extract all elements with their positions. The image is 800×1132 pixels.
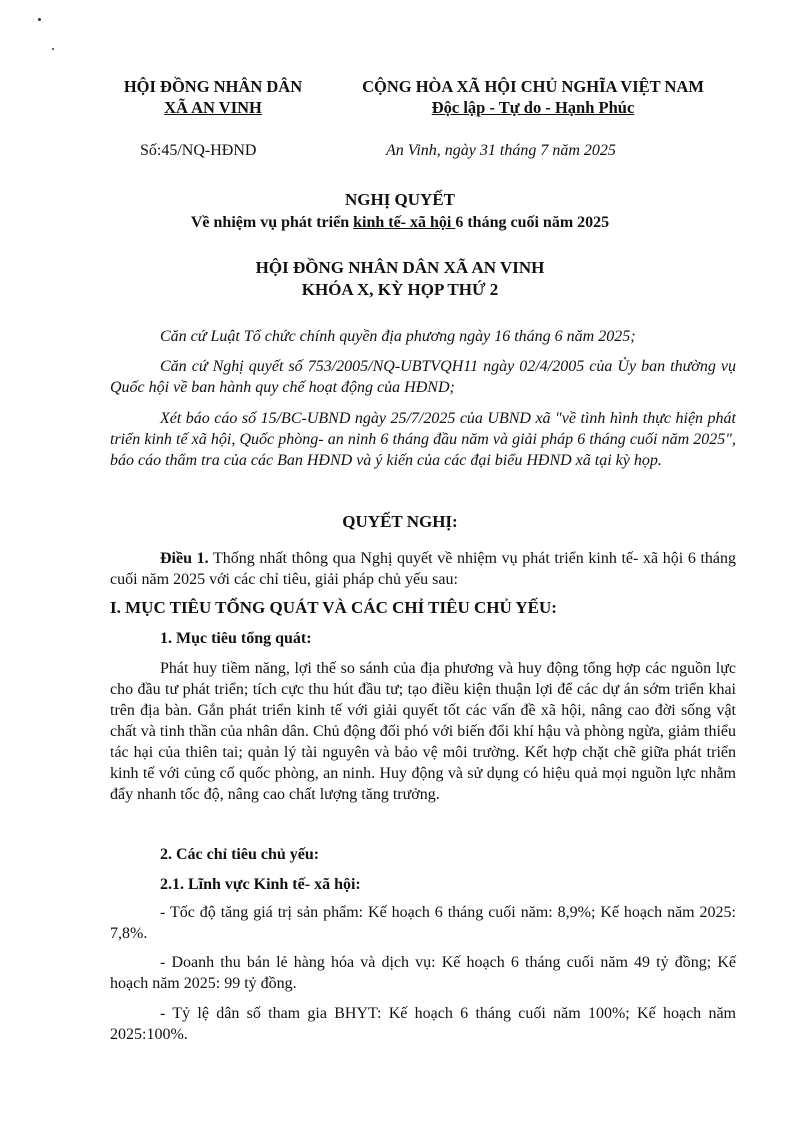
indicator-item: - Tốc độ tăng giá trị sản phẩm: Kế hoạch 6 tháng cuối năm: 8,9%; Kế hoạch năm 2025: 7,8%. [110,904,736,942]
document-type: NGHỊ QUYẾT [344,190,456,209]
article-1-text: Thống nhất thông qua Nghị quyết về nhiệm vụ phát triển kinh tế- xã hội 6 tháng cuối năm 2025 với các chỉ tiêu, giải pháp chủ yếu sau: [110,550,737,588]
subject-suffix: 6 tháng cuối năm 2025 [455,214,610,231]
issuing-authority [102,76,324,118]
scan-speck [52,48,54,50]
authority-name: HỘI ĐỒNG NHÂN DÂN [123,77,303,96]
preamble-clause: Xét báo cáo số 15/BC-UBND ngày 25/7/2025 của UBND xã "về tình hình thực hiện phát triển kinh tế xã hội, Quốc phòng- an ninh 6 tháng đầu năm và giải pháp 6 tháng cuối năm 2025", báo cáo thẩm tra của các Ban HĐND và ý kiến của các đại biểu HĐND xã tại kỳ họp. [110,410,736,469]
preamble-clause: Căn cứ Luật Tổ chức chính quyền địa phương ngày 16 tháng 6 năm 2025; [160,328,636,345]
national-motto [328,76,738,118]
article-1-label: Điều 1. [160,550,209,567]
scan-speck [38,18,41,21]
preamble-clause: Căn cứ Nghị quyết số 753/2005/NQ-UBTVQH11 ngày 02/4/2005 của Ủy ban thường vụ Quốc hội về ban hành quy chế hoạt động của HĐND; [110,358,736,396]
subject-prefix: Về nhiệm vụ phát triển [190,214,354,231]
general-objective: Phát huy tiềm năng, lợi thế so sánh của địa phương và huy động tổng hợp các nguồn lực cho đầu tư phát triển; tích cực thu hút đầu tư; tạo điều kiện thuận lợi để các dự án sớm triển khai trên địa bàn. Gắn phát triển kinh tế với giải quyết tốt các vấn đề xã hội, nâng cao đời sống vật chất và tinh thần của nhân dân. Chủ động đối phó với biến đổi khí hậu và phòng ngừa, giảm thiểu tác hại của thiên tai; quản lý tài nguyên và bảo vệ môi trường. Kết hợp chặt chẽ giữa phát triển kinh tế với củng cố quốc phòng, an ninh. Huy động và sử dụng có hiệu quả mọi nguồn lực nhằm đẩy nhanh tốc độ, nâng cao chất lượng tăng trưởng. [110,660,736,803]
authority-commune: XÃ AN VINH [164,98,262,117]
subsection-2-1-heading: 2.1. Lĩnh vực Kinh tế- xã hội: [160,876,361,893]
resolve-heading: QUYẾT NGHỊ: [342,512,458,531]
place-date: An Vinh, ngày 31 tháng 7 năm 2025 [386,142,616,159]
subsection-2-heading: 2. Các chỉ tiêu chủ yếu: [160,846,320,863]
subsection-1-heading: 1. Mục tiêu tổng quát: [160,630,312,647]
document-number: Số:45/NQ-HĐND [140,142,257,159]
subject-underlined: kinh tế- xã hội [353,214,456,231]
indicator-item: - Doanh thu bán lẻ hàng hóa và dịch vụ: Kế hoạch 6 tháng cuối năm 49 tỷ đồng; Kế hoạch năm 2025: 99 tỷ đồng. [110,954,736,992]
indicator-item: - Tỷ lệ dân số tham gia BHYT: Kế hoạch 6 tháng cuối năm 100%; Kế hoạch năm 2025:100%. [110,1005,736,1043]
article-1 [110,548,736,590]
motto: Độc lập - Tự do - Hạnh Phúc [431,98,635,117]
section-1-heading: I. MỤC TIÊU TỔNG QUÁT VÀ CÁC CHỈ TIÊU CHỦ YẾU: [110,598,557,617]
council-session: KHÓA X, KỲ HỌP THỨ 2 [301,280,499,299]
document-subject [0,214,800,232]
country-name: CỘNG HÒA XÃ HỘI CHỦ NGHĨA VIỆT NAM [362,77,704,96]
council-name: HỘI ĐỒNG NHÂN DÂN XÃ AN VINH [255,258,545,277]
